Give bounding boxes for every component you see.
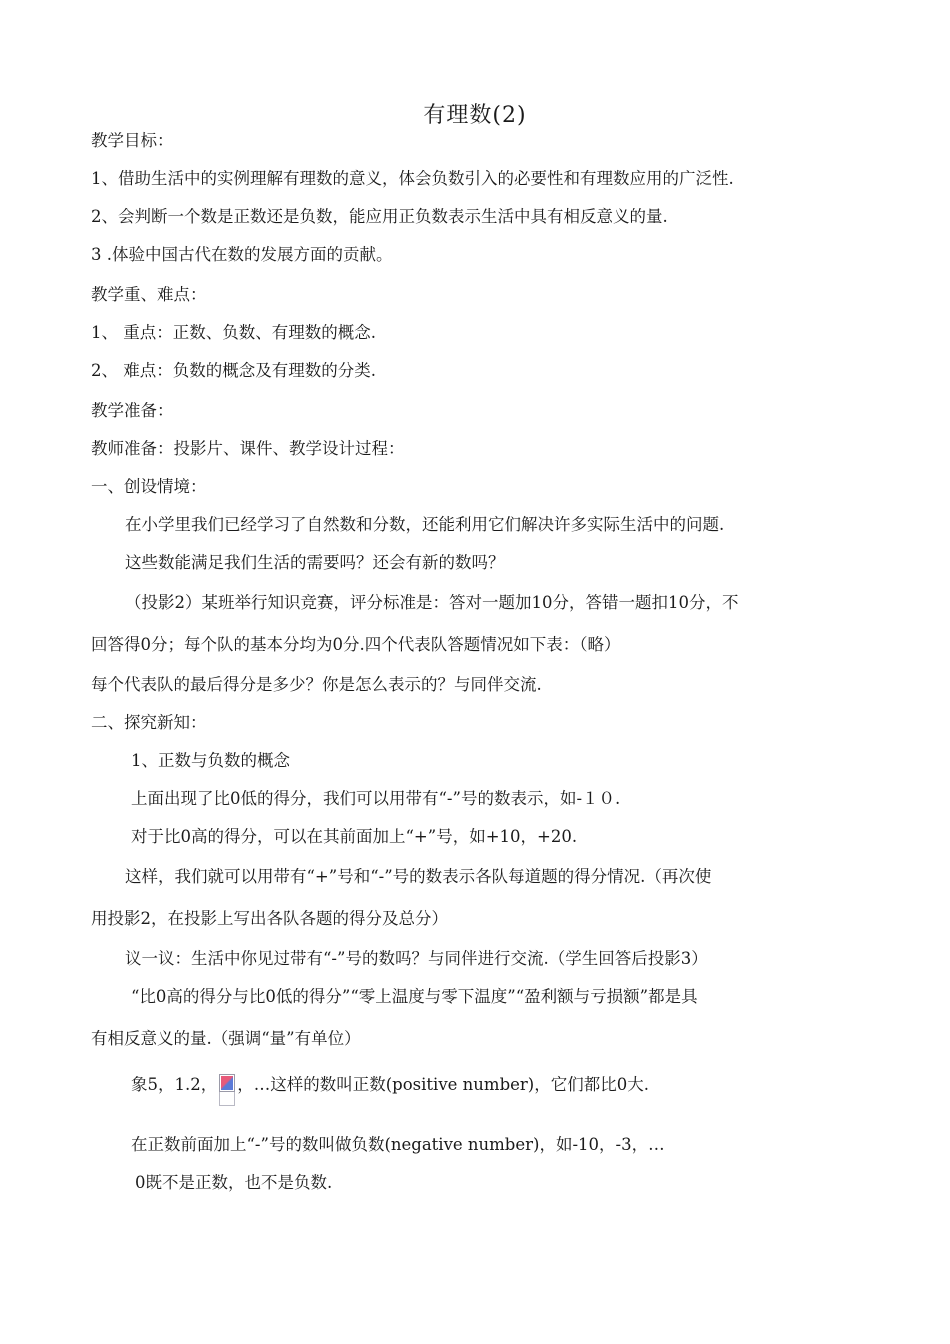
paragraph: 这些数能满足我们生活的需要吗？还会有新的数吗？ — [125, 553, 505, 572]
paragraph: 用投影2，在投影上写出各队各题的得分及总分） — [91, 909, 448, 928]
paragraph: 上面出现了比0低的得分，我们可以用带有“-”号的数表示，如-１０. — [131, 789, 621, 808]
negative-number-definition: 在正数前面加上“-”号的数叫做负数(negative number)，如-10，-3，… — [131, 1135, 665, 1154]
text-fragment: 象5，1.2， — [131, 1075, 218, 1094]
section-2-heading: 二、探究新知： — [91, 713, 207, 732]
paragraph: “比0高的得分与比0低的得分”“零上温度与零下温度”“盈利额与亏损额”都是具 — [131, 987, 698, 1006]
paragraph: 每个代表队的最后得分是多少？你是怎么表示的？与同伴交流. — [91, 675, 542, 694]
page-title: 有理数(2) — [423, 103, 527, 128]
key-point-1: 1、 重点：正数、负数、有理数的概念. — [91, 323, 376, 342]
paragraph: （投影2）某班举行知识竞赛，评分标准是：答对一题加10分，答错一题扣10分，不 — [125, 593, 739, 612]
paragraph: 对于比0高的得分，可以在其前面加上“+”号，如+10，+20. — [131, 827, 578, 846]
heading-key-points: 教学重、难点： — [91, 285, 207, 304]
objective-3: 3 .体验中国古代在数的发展方面的贡献。 — [91, 245, 393, 264]
paragraph: 回答得0分；每个队的基本分均为0分.四个代表队答题情况如下表：（略） — [91, 635, 621, 654]
section-1-heading: 一、创设情境： — [91, 477, 207, 496]
subsection-heading: 1、正数与负数的概念 — [131, 751, 290, 770]
positive-number-definition — [131, 1074, 649, 1106]
heading-objectives: 教学目标： — [91, 131, 174, 150]
objective-1: 1、借助生活中的实例理解有理数的意义，体会负数引入的必要性和有理数应用的广泛性. — [91, 169, 734, 188]
teacher-preparation: 教师准备：投影片、课件、教学设计过程： — [91, 439, 405, 458]
objective-2: 2、会判断一个数是正数还是负数，能应用正负数表示生活中具有相反意义的量. — [91, 207, 668, 226]
paragraph: 这样，我们就可以用带有“+”号和“-”号的数表示各队每道题的得分情况.（再次使 — [125, 867, 712, 886]
heading-preparation: 教学准备： — [91, 401, 174, 420]
key-point-2: 2、 难点：负数的概念及有理数的分类. — [91, 361, 376, 380]
text-fragment: ，…这样的数叫正数(positive number)，它们都比0大. — [237, 1075, 649, 1094]
zero-definition: 0既不是正数，也不是负数. — [135, 1173, 333, 1192]
paragraph: 在小学里我们已经学习了自然数和分数，还能利用它们解决许多实际生活中的问题. — [125, 515, 725, 534]
broken-image-icon — [219, 1074, 235, 1106]
paragraph: 议一议：生活中你见过带有“-”号的数吗？与同伴进行交流.（学生回答后投影3） — [125, 949, 708, 968]
paragraph: 有相反意义的量.（强调“量”有单位） — [91, 1029, 361, 1048]
